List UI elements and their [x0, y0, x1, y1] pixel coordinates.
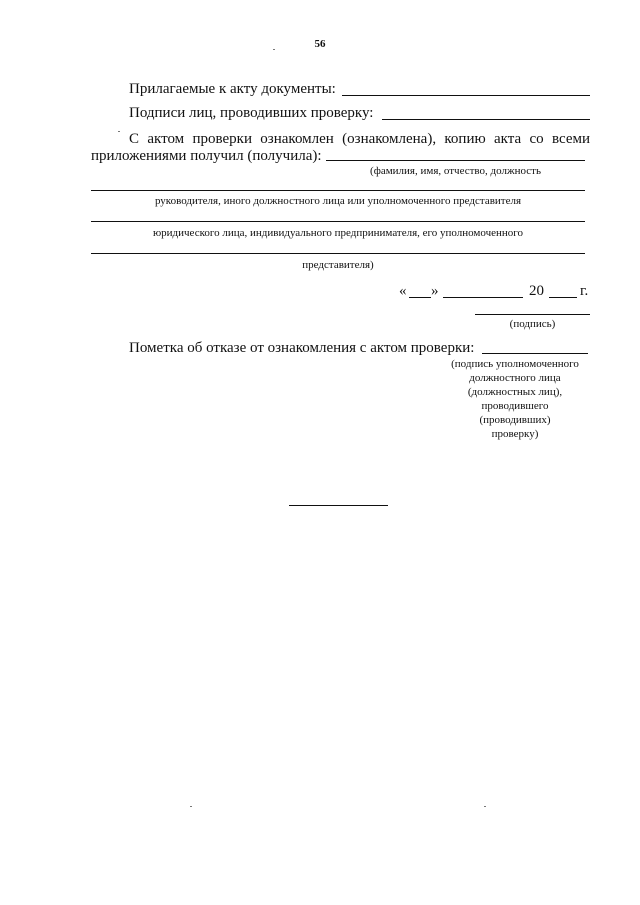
date-close-quote: » — [431, 283, 439, 299]
fio-line — [91, 190, 585, 191]
refusal-caption-line: проверку) — [491, 428, 539, 440]
acknowledged-text-line2: приложениями получил (получила): — [91, 148, 322, 164]
refusal-line — [482, 353, 588, 354]
refusal-caption-line: (должностных лиц), — [467, 386, 563, 398]
scan-speck — [273, 49, 275, 50]
signature-line — [475, 314, 590, 315]
caption-signature: (подпись) — [509, 318, 556, 330]
closing-rule — [289, 505, 388, 506]
scan-speck — [484, 806, 486, 807]
acknowledged-text-line1: С актом проверки ознакомлен (ознакомлена), копию акта со всеми — [129, 131, 590, 147]
attached-documents-line — [342, 95, 590, 96]
refusal-caption-line: (подпись уполномоченного — [451, 358, 579, 370]
refusal-label: Пометка об отказе от ознакомления с актом проверки: — [129, 340, 475, 356]
date-open-quote: « — [399, 283, 407, 299]
refusal-caption-line: должностного лица — [469, 372, 561, 384]
caption-legal: юридического лица, индивидуального предпринимателя, его уполномоченного — [152, 227, 524, 239]
attached-documents-label: Прилагаемые к акту документы: — [129, 81, 336, 97]
date-month-line — [443, 297, 523, 298]
scan-speck — [190, 806, 192, 807]
scan-speck — [118, 131, 120, 132]
page-number: 56 — [314, 38, 326, 50]
date-day-line — [409, 297, 431, 298]
head-line — [91, 221, 585, 222]
date-year-line — [549, 297, 577, 298]
signatures-label: Подписи лиц, проводивших проверку: — [129, 105, 374, 121]
legal-line — [91, 253, 585, 254]
refusal-caption-line: (проводивших) — [479, 414, 551, 426]
caption-fio: (фамилия, имя, отчество, должность — [370, 165, 541, 177]
caption-head: руководителя, иного должностного лица или уполномоченного представителя — [154, 195, 522, 207]
refusal-caption — [440, 357, 590, 441]
caption-representative: представителя) — [302, 259, 374, 271]
acknowledged-line — [326, 160, 585, 161]
date-year-suffix: г. — [580, 283, 589, 299]
date-year-prefix: 20 — [529, 283, 544, 299]
refusal-caption-line: проводившего — [481, 400, 549, 412]
signatures-line — [382, 119, 590, 120]
